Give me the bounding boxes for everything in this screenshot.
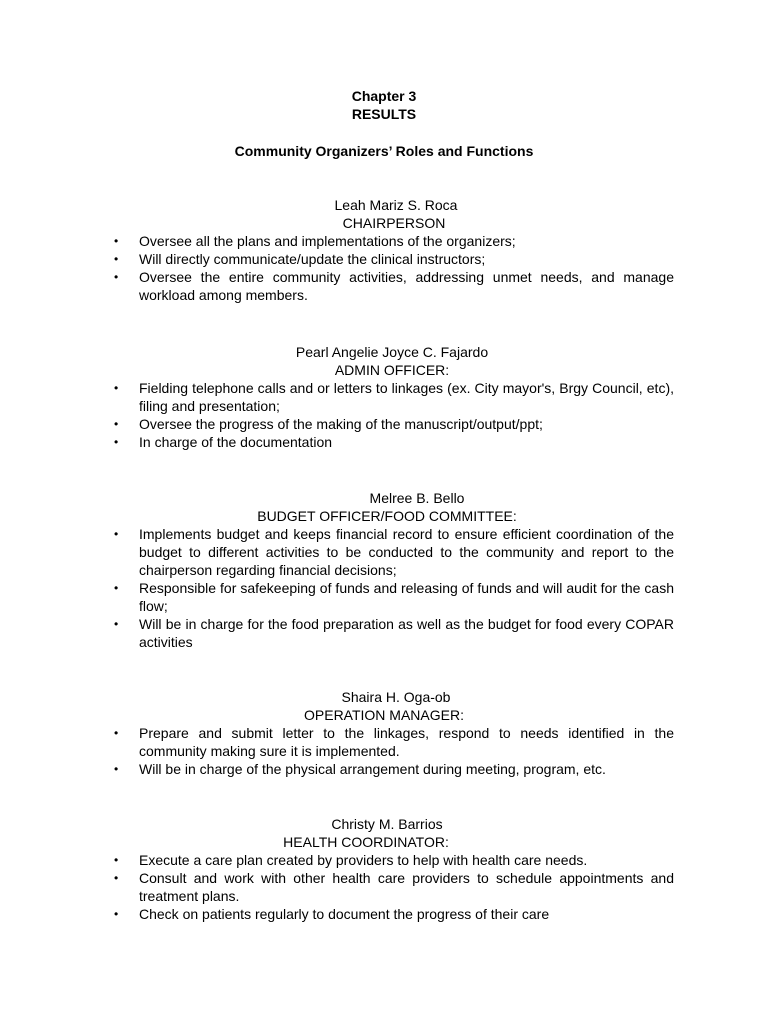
duty-item: • Oversee the entire community activities, addressing unmet needs, and manage workload among members. bbox=[114, 269, 674, 303]
duty-item: • Check on patients regularly to document the progress of their care bbox=[114, 906, 550, 922]
member-block-admin-officer bbox=[112, 343, 674, 451]
bullet-icon: • bbox=[114, 871, 119, 885]
member-role: CHAIRPERSON bbox=[342, 215, 446, 231]
bullet-icon: • bbox=[114, 381, 119, 395]
duty-list bbox=[112, 724, 674, 778]
duty-list bbox=[112, 525, 674, 651]
duty-item: • Prepare and submit letter to the linkages, respond to needs identified in the community making sure it is implemented. bbox=[114, 725, 674, 759]
bullet-icon: • bbox=[114, 270, 119, 284]
duty-list bbox=[112, 379, 674, 451]
duty-item: • Fielding telephone calls and or letters to linkages (ex. City mayor's, Brgy Council, etc), filing and presentation; bbox=[114, 380, 674, 414]
duty-item: • Oversee all the plans and implementations of the organizers; bbox=[114, 233, 516, 249]
duty-item: • In charge of the documentation bbox=[114, 434, 333, 450]
section-title: Community Organizers’ Roles and Functions bbox=[234, 143, 534, 159]
bullet-icon: • bbox=[114, 234, 119, 248]
bullet-icon: • bbox=[114, 726, 119, 740]
member-name: Melree B. Bello bbox=[369, 490, 465, 506]
member-role: OPERATION MANAGER: bbox=[304, 707, 464, 723]
duty-item: • Will be in charge for the food preparation as well as the budget for food every COPAR activities bbox=[114, 616, 674, 650]
duty-item: • Responsible for safekeeping of funds and releasing of funds and will audit for the cash flow; bbox=[114, 580, 674, 614]
member-name: Leah Mariz S. Roca bbox=[334, 197, 458, 213]
duty-item: • Oversee the progress of the making of the manuscript/output/ppt; bbox=[114, 416, 543, 432]
member-role: ADMIN OFFICER: bbox=[334, 362, 450, 378]
bullet-icon: • bbox=[114, 853, 119, 867]
member-name: Pearl Angelie Joyce C. Fajardo bbox=[295, 344, 489, 360]
bullet-icon: • bbox=[114, 907, 119, 921]
member-role: BUDGET OFFICER/FOOD COMMITTEE: bbox=[257, 508, 517, 524]
member-block-health-coordinator bbox=[112, 815, 674, 923]
member-block-budget-officer bbox=[112, 489, 674, 651]
member-role: HEALTH COORDINATOR: bbox=[283, 834, 449, 850]
member-block-operation-manager bbox=[112, 688, 674, 778]
bullet-icon: • bbox=[114, 762, 119, 776]
bullet-icon: • bbox=[114, 527, 119, 541]
member-name: Shaira H. Oga-ob bbox=[341, 689, 451, 705]
chapter-title: RESULTS bbox=[351, 106, 417, 122]
chapter-number: Chapter 3 bbox=[351, 88, 417, 104]
bullet-icon: • bbox=[114, 617, 119, 631]
member-block-chairperson bbox=[112, 196, 674, 304]
duty-list bbox=[112, 851, 674, 923]
duty-item: • Will directly communicate/update the clinical instructors; bbox=[114, 251, 486, 267]
duty-item: • Consult and work with other health care providers to schedule appointments and treatment plans. bbox=[114, 870, 674, 904]
bullet-icon: • bbox=[114, 581, 119, 595]
member-name: Christy M. Barrios bbox=[331, 816, 443, 832]
duty-item: • Execute a care plan created by providers to help with health care needs. bbox=[114, 852, 588, 868]
bullet-icon: • bbox=[114, 435, 119, 449]
duty-list bbox=[112, 232, 674, 304]
bullet-icon: • bbox=[114, 417, 119, 431]
bullet-icon: • bbox=[114, 252, 119, 266]
duty-item: • Will be in charge of the physical arrangement during meeting, program, etc. bbox=[114, 761, 606, 777]
duty-item: • Implements budget and keeps financial record to ensure efficient coordination of the budget to different activities to be conducted to the community and report to the chairperson regarding financial decisions; bbox=[114, 526, 674, 578]
